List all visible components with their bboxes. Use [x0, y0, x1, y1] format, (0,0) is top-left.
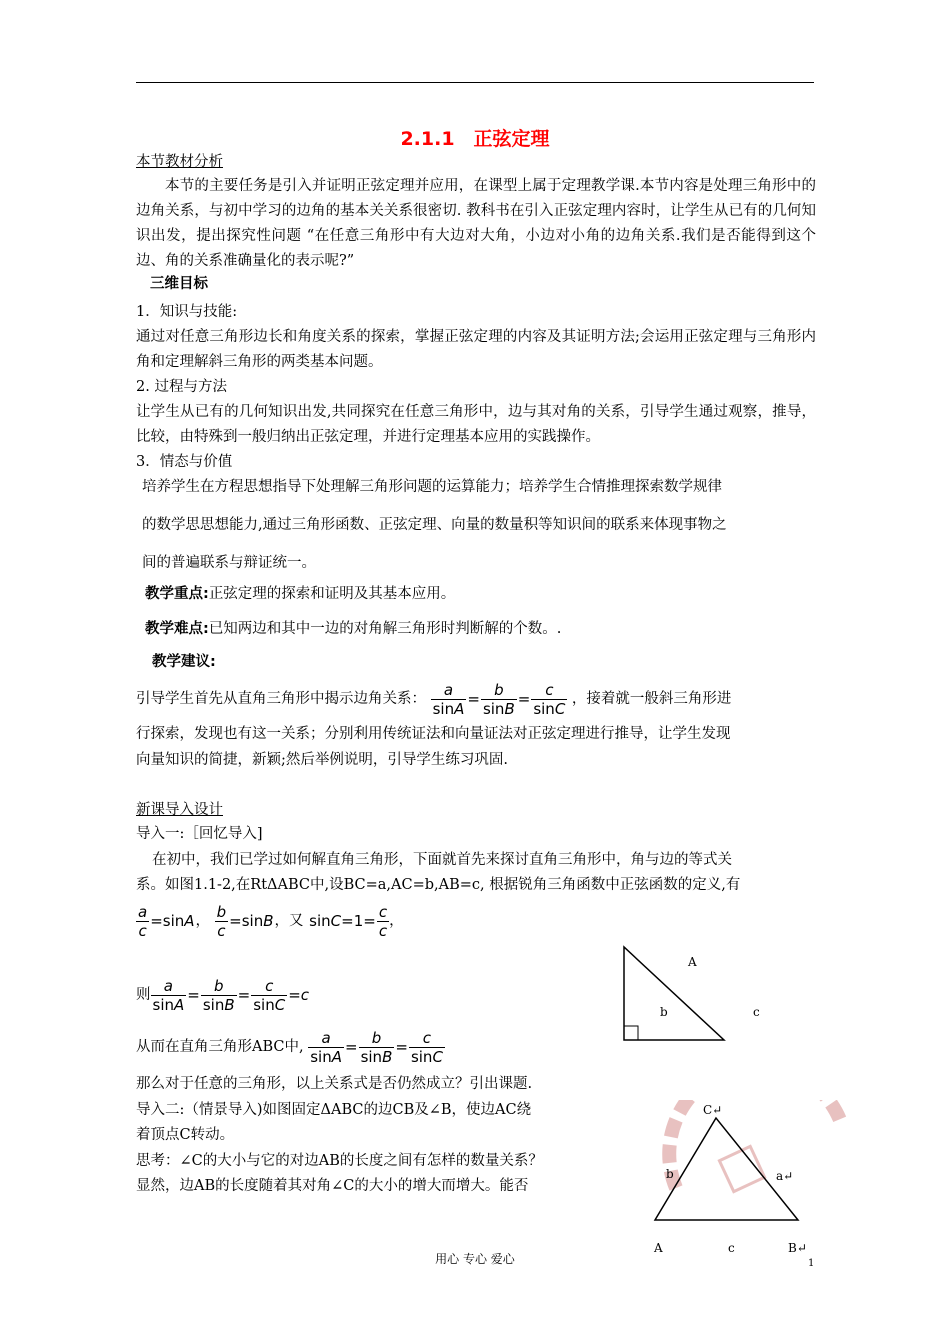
equals-sign: =: [467, 690, 480, 708]
congyi-text: 从而在直角三角形ABC中,: [136, 1039, 304, 1055]
analysis-paragraph: 本节的主要任务是引入并证明正弦定理并应用，在课型上属于定理教学课.本节内容是处理三角形中的边角关系，与初中学习的边角的基本关关系很密切. 教科书在引入正弦定理内容时，让学生从已有的几何知识出发，提出探究性问题 “在任意三角形中有大边对大角，小边对小角的边角关系.我们是否能得到这个边、角的关系准确量化的表示呢?”: [136, 178, 816, 269]
frac-numerator: a: [443, 680, 454, 699]
fraction-b-c: [215, 903, 229, 940]
goal3-label: 3．情态与价值: [136, 454, 233, 470]
label-C: C↵: [703, 1103, 723, 1117]
right-triangle-figure: [610, 935, 780, 1050]
right-triangle-ratios: [136, 900, 404, 942]
eq-c-text: =c: [288, 986, 310, 1004]
angle-label: B: [224, 995, 235, 1014]
frac-numerator: b: [216, 902, 227, 921]
frac-denominator: [377, 921, 389, 940]
label-b: b: [660, 1005, 668, 1019]
goal1-text: 通过对任意三角形边长和角度关系的探索，掌握正弦定理的内容及其证明方法;会运用正弦定理与三角形内角和定理解斜三角形的两类基本问题。: [136, 329, 816, 370]
angle-label: C: [432, 1047, 443, 1066]
label-a: a↵: [776, 1169, 794, 1183]
key-point: [145, 582, 455, 607]
suggestion-line1-after: ，接着就一般斜三角形进: [571, 691, 732, 707]
intro2-line2: 着顶点C转动。: [136, 1127, 235, 1143]
suggestion-line1-before: 引导学生首先从直角三角形中揭示边角关系：: [136, 691, 426, 707]
goal1-label: 1．知识与技能:: [136, 304, 238, 320]
frac-numerator: c: [378, 902, 388, 921]
difficulty-text: 已知两边和其中一边的对角解三角形时判断解的个数。.: [208, 621, 562, 637]
frac-numerator: b: [213, 976, 224, 995]
frac-numerator: b: [371, 1028, 382, 1047]
triangle-figure-2: [640, 1100, 850, 1260]
intro1-line2: 系。如图1.1-2,在RtΔABC中,设BC=a,AC=b,AB=c, 根据锐角三角函数中正弦函数的定义,有: [136, 877, 741, 893]
angle-label: A: [454, 699, 465, 718]
sin-label: sin: [482, 699, 505, 718]
difficulty-label: 教学难点:: [145, 621, 209, 637]
angle-label: C: [274, 995, 286, 1014]
goal3-line1: 培养学生在方程思想指导下处理解三角形问题的运算能力；培养学生合情推理探索数学规律: [142, 479, 722, 495]
suggestion-label: 教学建议:: [152, 654, 216, 670]
side-label: c: [138, 921, 147, 940]
sin-label: sin: [253, 995, 275, 1014]
fraction-b-sinB: [481, 681, 517, 718]
comma: ，: [389, 913, 404, 929]
page-title: 2.1.1 正弦定理: [400, 128, 550, 150]
frac-numerator: c: [265, 976, 274, 995]
fraction-c-c: [377, 903, 389, 940]
eq-sinB: [228, 900, 274, 942]
goal3-line2: 的数学思思想能力,通过三角形函数、正弦定理、向量的数量积等知识间的联系来体现事物之: [142, 517, 727, 533]
header-rule: [136, 82, 814, 83]
think-line1: 思考：∠C的大小与它的对边AB的长度之间有怎样的数量关系？: [136, 1153, 543, 1169]
equals-sign: =: [517, 690, 531, 708]
equals-sign: =: [187, 986, 200, 1004]
label-c: c: [728, 1241, 735, 1255]
conjunction-you: ，又: [274, 913, 304, 929]
fraction-a-sinA: [151, 977, 187, 1014]
sin-label: sin: [310, 1047, 332, 1066]
sinC-expr: [308, 900, 377, 942]
fraction-a-c: [136, 903, 149, 940]
ze-formula-line: [136, 974, 310, 1016]
watermark-arc: [669, 1100, 840, 1188]
frac-numerator: a: [321, 1028, 331, 1047]
angle-label: C: [330, 912, 342, 930]
intro2-line1: 导入二:（情景导入)如图固定ΔABC的边CB及∠B，使边AC绕: [136, 1102, 532, 1118]
sin-label: sin: [309, 912, 331, 930]
frac-denominator: [215, 921, 229, 940]
sin-label: sin: [202, 995, 225, 1014]
frac-denominator: [201, 995, 237, 1014]
goal2-label: 2. 过程与方法: [136, 379, 227, 395]
label-A: A: [654, 1241, 663, 1255]
frac-denominator: [308, 1047, 344, 1066]
fraction-a-sinA: [431, 681, 467, 718]
watermark-stamp: [669, 1100, 840, 1192]
side-label: c: [217, 921, 226, 940]
sin-label: sin: [152, 995, 174, 1014]
frac-denominator: [136, 921, 149, 940]
frac-numerator: b: [494, 680, 504, 699]
angle-label: A: [184, 912, 195, 930]
sin-label: sin: [432, 699, 455, 718]
nameduiyu-line: 那么对于任意的三角形，以上关系式是否仍然成立？引出课题.: [136, 1076, 533, 1092]
right-angle-mark: [624, 1026, 638, 1040]
fraction-c-sinC: [531, 681, 567, 718]
label-B: B↵: [788, 1241, 807, 1255]
angle-label: B: [263, 912, 274, 930]
suggestion-line3: 向量知识的简捷，新颖;然后举例说明，引导学生练习巩固.: [136, 752, 508, 768]
fraction-b-sinB: [359, 1029, 395, 1066]
ze-label: 则: [136, 987, 151, 1003]
label-b: b: [666, 1167, 674, 1181]
eq-sin-label: =sin: [229, 912, 264, 930]
eq-c: [287, 974, 310, 1016]
frac-numerator: a: [138, 902, 148, 921]
page-number: 1: [808, 1258, 815, 1269]
goal3-line3: 间的普遍联系与辩证统一。: [142, 555, 316, 571]
side-label: c: [378, 921, 388, 940]
frac-numerator: c: [545, 680, 554, 699]
label-c: c: [753, 1005, 760, 1019]
angle-label: A: [331, 1047, 342, 1066]
fraction-b-sinB: [201, 977, 237, 1014]
eq-sin-label: =sin: [150, 912, 185, 930]
difficulty-point: [145, 617, 561, 642]
angle-label: B: [382, 1047, 393, 1066]
intro1-line1: 在初中，我们已学过如何解直角三角形，下面就首先来探讨直角三角形中，角与边的等式关: [152, 852, 732, 868]
right-triangle-shape: [624, 947, 724, 1040]
intro1-heading: 导入一:［回忆导入]: [136, 826, 263, 842]
suggestion-line2: 行探索，发现也有这一关系；分别利用传统证法和向量证法对正弦定理进行推导，让学生发现: [136, 726, 731, 742]
goal2-text: 让学生从已有的几何知识出发,共同探究在任意三角形中，边与其对角的关系，引导学生通过观察，推导，比较，由特殊到一般归纳出正弦定理，并进行定理基本应用的实践操作。: [136, 404, 816, 445]
congyi-line: [136, 1026, 445, 1068]
frac-denominator: [431, 699, 467, 718]
equals-sign: =: [237, 986, 251, 1004]
fraction-a-sinA: [308, 1029, 344, 1066]
frac-denominator: [481, 699, 517, 718]
eq-one: =1=: [341, 912, 376, 930]
equals-sign: =: [395, 1038, 408, 1056]
angle-label: C: [554, 699, 566, 718]
label-A: A: [688, 955, 697, 969]
key-point-label: 教学重点:: [145, 586, 209, 602]
think-line2: 显然，边AB的长度随着其对角∠C的大小的增大而增大。能否: [136, 1178, 529, 1194]
section-heading-intro: 新课导入设计: [136, 802, 223, 818]
footer-text: 用心 专心 爱心: [435, 1252, 515, 1266]
frac-numerator: a: [163, 976, 173, 995]
comma: ，: [195, 913, 211, 929]
section-heading-analysis: 本节教材分析: [136, 154, 223, 170]
frac-denominator: [151, 995, 187, 1014]
frac-denominator: [531, 699, 567, 718]
fraction-c-sinC: [251, 977, 287, 1014]
sin-label: sin: [410, 1047, 433, 1066]
key-point-text: 正弦定理的探索和证明及其基本应用。: [208, 586, 456, 602]
eq-sinA: [149, 900, 195, 942]
suggestion-line1: [136, 678, 731, 720]
frac-denominator: [409, 1047, 445, 1066]
angle-label: B: [504, 699, 515, 718]
frac-denominator: [251, 995, 287, 1014]
sin-label: sin: [360, 1047, 383, 1066]
equals-sign: =: [344, 1038, 358, 1056]
angle-label: A: [174, 995, 185, 1014]
sin-label: sin: [533, 699, 555, 718]
fraction-c-sinC: [409, 1029, 445, 1066]
goals-heading: 三维目标: [150, 276, 208, 292]
frac-numerator: c: [422, 1028, 432, 1047]
frac-denominator: [359, 1047, 395, 1066]
